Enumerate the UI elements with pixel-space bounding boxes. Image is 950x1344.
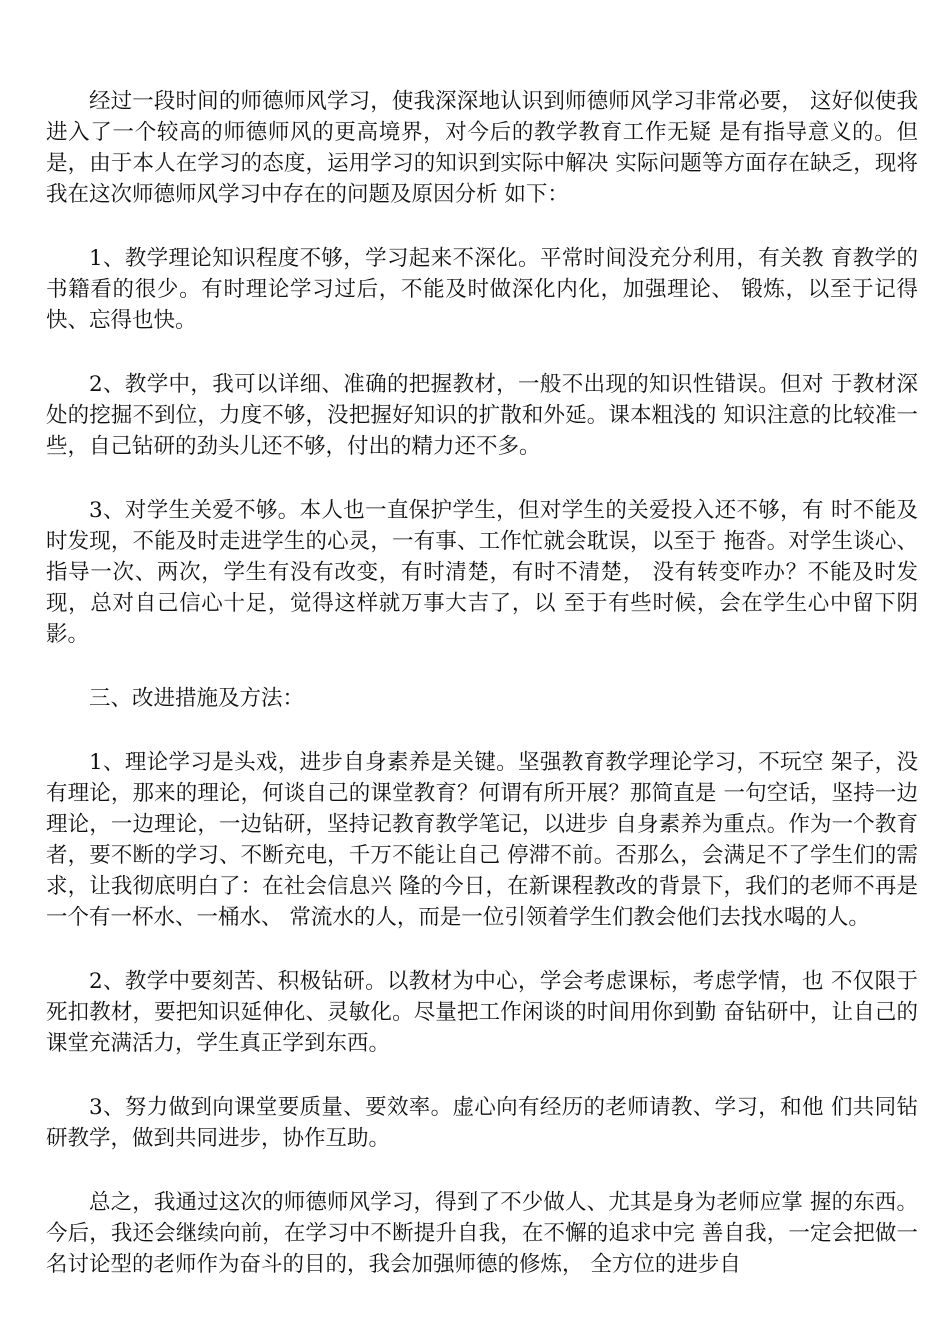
paragraph-conclusion: 总之，我通过这次的师德师风学习，得到了不少做人、尤其是身为老师应掌 握的东西。今后，我还会继续向前，在学习中不断提升自我，在不懈的追求中完 善自我，一定会把做一名讨论型的老师作为奋斗的目的，我会加强师德的修炼， 全方位的进步自 [46,1190,918,1277]
paragraph-intro: 经过一段时间的师德师风学习，使我深深地认识到师德师风学习非常必要， 这好似使我进入了一个较高的师德师风的更高境界，对今后的教学教育工作无疑 是有指导意义的。但是，由于本人在学习的态度，运用学习的知识到实际中解决 实际问题等方面存在缺乏，现将我在这次师德师风学习中存在的问题及原因分析 如下： [46,89,918,207]
paragraph-problem-2: 2、教学中，我可以详细、准确的把握教材，一般不出现的知识性错误。但对 于教材深处的挖掘不到位，力度不够，没把握好知识的扩散和外延。课本粗浅的 知识注意的比较准一些，自己钻研的劲头儿还不够，付出的精力还不多。 [46,372,918,459]
document-page [46,86,918,1313]
paragraph-measure-2: 2、教学中要刻苦、积极钻研。以教材为中心，学会考虑课标，考虑学情，也 不仅限于死扣教材，要把知识延伸化、灵敏化。尽量把工作闲谈的时间用你到勤 奋钻研中，让自己的课堂充满活力，学生真正学到东西。 [46,969,918,1056]
section-heading-improvements: 三、改进措施及方法： [89,686,305,711]
paragraph-problem-3: 3、对学生关爱不够。本人也一直保护学生，但对学生的关爱投入还不够，有 时不能及时发现，不能及时走进学生的心灵，一有事、工作忙就会耽误，以至于 拖沓。对学生谈心、指导一次、两次，学生有没有改变，有时清楚，有时不清楚， 没有转变咋办？不能及时发现，总对自己信心十足，觉得这样就万事大吉了，以 至于有些时候，会在学生心中留下阴影。 [46,498,918,647]
paragraph-problem-1: 1、教学理论知识程度不够，学习起来不深化。平常时间没充分利用，有关教 育教学的书籍看的很少。有时理论学习过后，不能及时做深化内化，加强理论、 锻炼，以至于记得快、忘得也快。 [46,246,918,333]
paragraph-measure-1: 1、理论学习是头戏，进步自身素养是关键。坚强教育教学理论学习，不玩空 架子，没有理论，那来的理论，何谈自己的课堂教育？何谓有所开展？那简直是 一句空话，坚持一边理论，一边理论，一边钻研，坚持记教育教学笔记，以进步 自身素养为重点。作为一个教育者，要不断的学习、不断充电，千万不能让自己 停滞不前。否那么，会满足不了学生们的需求，让我彻底明白了：在社会信息兴 隆的今日，在新课程教改的背景下，我们的老师不再是一个有一杯水、一桶水、 常流水的人，而是一位引领着学生们教会他们去找水喝的人。 [46,750,918,930]
paragraph-measure-3: 3、努力做到向课堂要质量、要效率。虚心向有经历的老师请教、学习，和他 们共同钻研教学，做到共同进步，协作互助。 [46,1095,918,1151]
